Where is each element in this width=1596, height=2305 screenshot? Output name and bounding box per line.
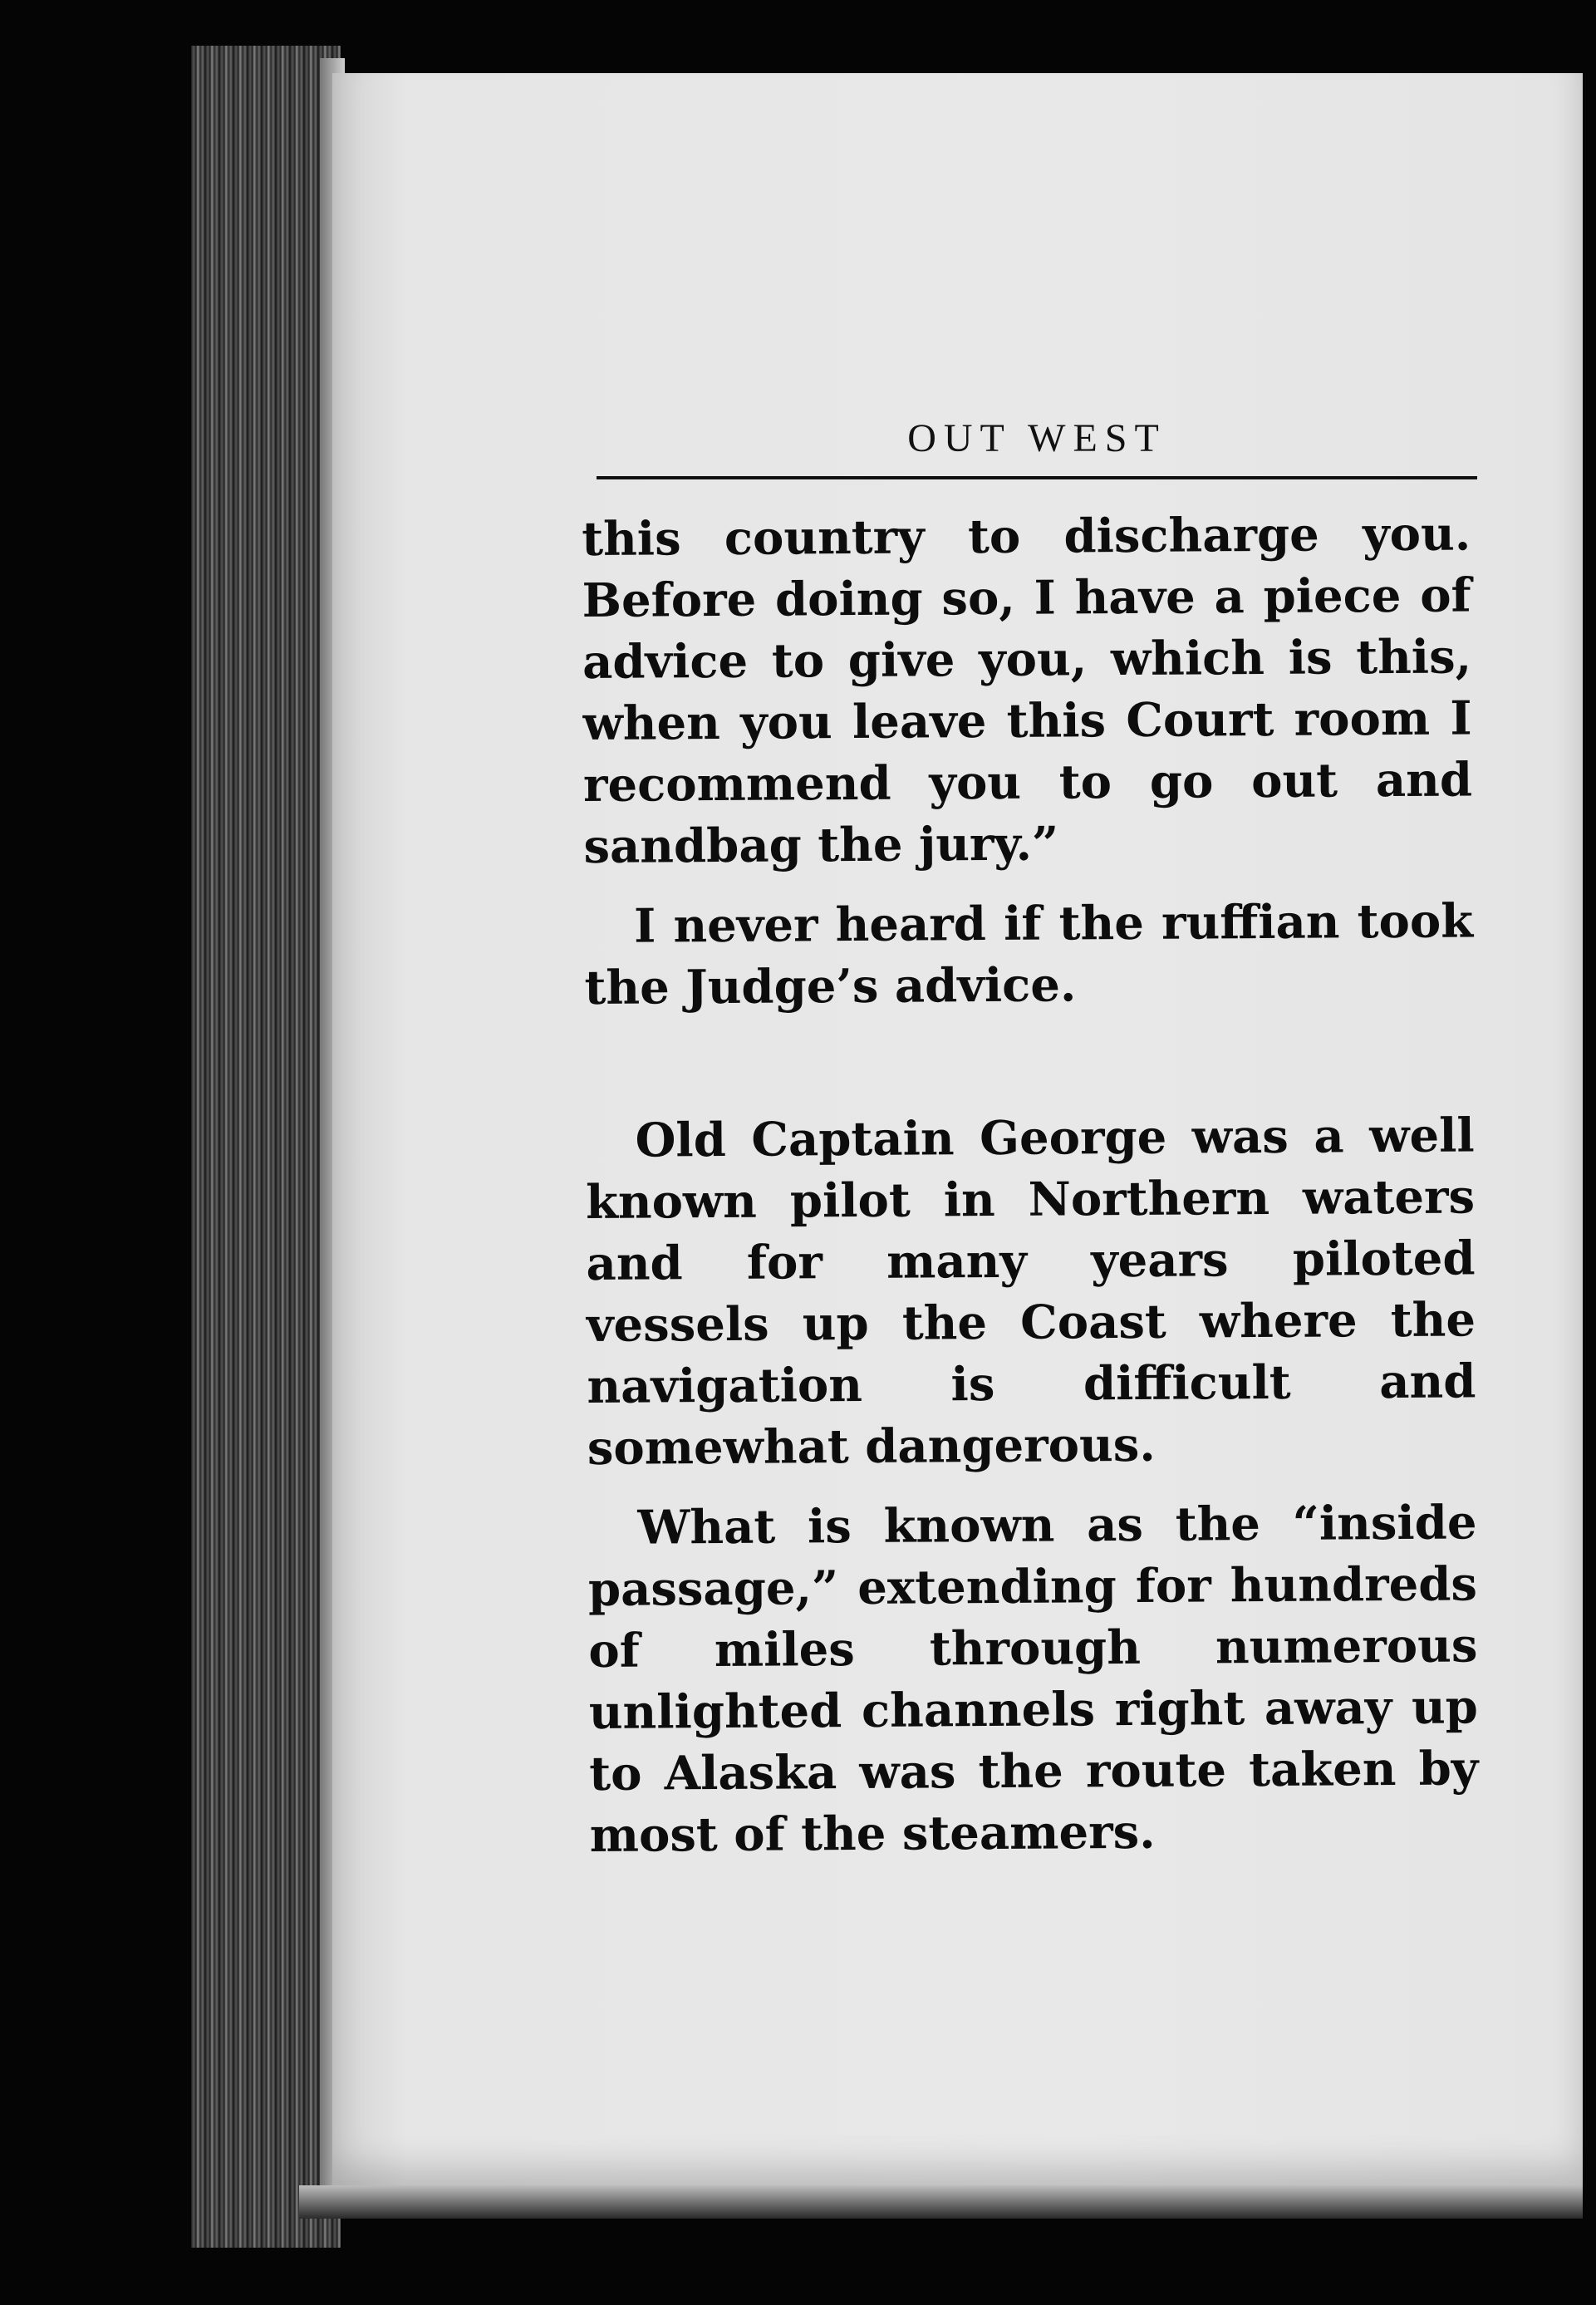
paragraph: I never heard if the ruffian took the Judge’s advice. [584,893,1474,1015]
paragraph: this country to discharge you. Before doing so, I have a piece of advice to give you, which is this, when you leave this Court room I recommend you to go out and sandbag the jury.” [582,506,1473,874]
page-edges [191,46,341,2248]
paragraph: Old Captain George was a well known pilot in Northern waters and for many years piloted vessels up the Coast where the navigation is difficult and somewhat dangerous. [585,1108,1476,1476]
running-head: OUT WEST [907,416,1166,460]
page-header [597,415,1477,490]
header-rule [597,476,1477,479]
paragraph: What is known as the “inside passage,” extending for hundreds of miles through numerous unlighted channels right away up to Alaska was the route taken by most of the steamers. [587,1495,1479,1863]
body-text [582,503,1479,1866]
page-bottom-edge [299,2185,1583,2219]
